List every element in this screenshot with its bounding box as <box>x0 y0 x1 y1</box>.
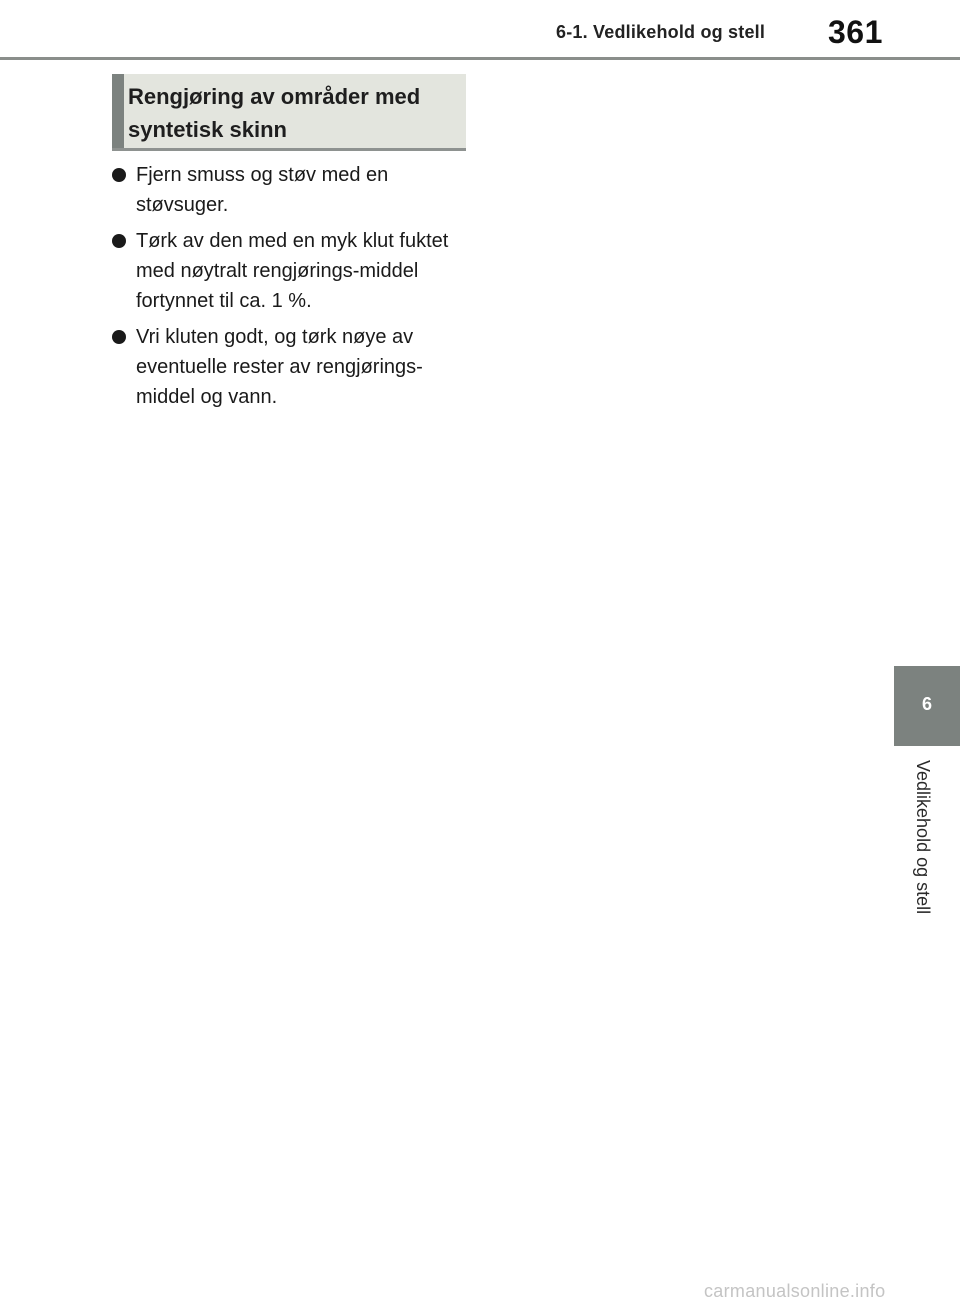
list-item-text: Vri kluten godt, og tørk nøye av eventuelle rester av rengjørings-middel og vann. <box>136 326 423 408</box>
section-heading-title: Rengjøring av områder med syntetisk skinn <box>128 84 421 142</box>
watermark-text: carmanualsonline.info <box>704 1281 886 1301</box>
list-item <box>112 226 462 316</box>
bullet-icon <box>112 330 126 344</box>
header-divider <box>0 57 960 60</box>
bullet-icon <box>112 234 126 248</box>
bullet-list <box>112 160 462 418</box>
chapter-label: Vedlikehold og stell <box>913 760 933 915</box>
list-item-text: Fjern smuss og støv med en støvsuger. <box>136 164 389 216</box>
list-item <box>112 160 462 220</box>
section-heading <box>112 74 466 151</box>
page-number: 361 <box>828 14 883 50</box>
header-section-title: 6-1. Vedlikehold og stell <box>556 22 766 42</box>
chapter-number: 6 <box>921 694 932 714</box>
chapter-tab <box>894 666 960 746</box>
list-item <box>112 322 462 412</box>
bullet-icon <box>112 168 126 182</box>
list-item-text: Tørk av den med en myk klut fuktet med nøytralt rengjørings-middel fortynnet til ca. 1 %. <box>136 230 449 312</box>
heading-accent-bar <box>112 74 124 148</box>
